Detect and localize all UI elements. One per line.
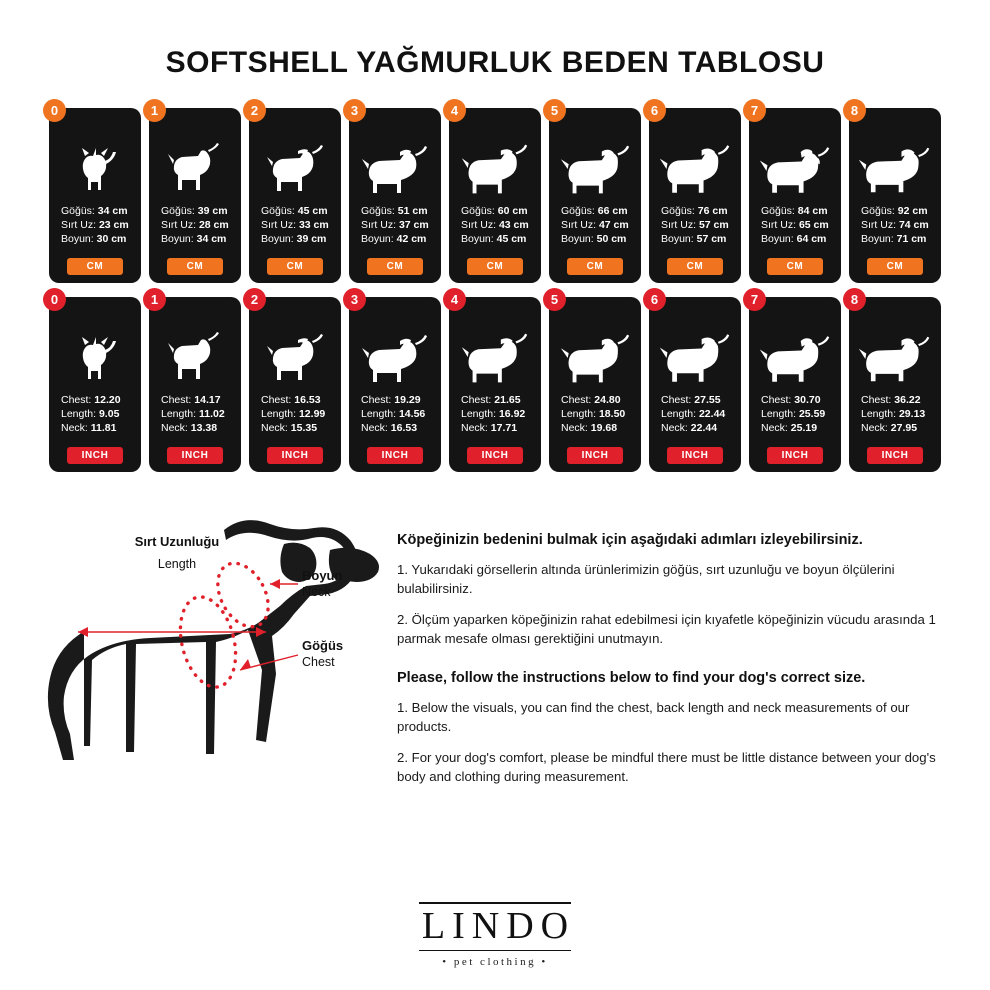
chest-label: Göğüs: (261, 205, 295, 217)
neck-label: Neck: (361, 422, 388, 434)
dog-silhouette-icon (157, 309, 233, 387)
unit-pill-cm: CM (467, 258, 523, 275)
length-label: Sırt Uz: (161, 219, 197, 231)
chest-label: Chest: (761, 394, 792, 406)
measurement-guide-section (0, 510, 990, 810)
chest-label: Chest: (461, 394, 492, 406)
size-card-cm-3[interactable] (349, 103, 441, 283)
size-card-inch-6[interactable] (649, 292, 741, 472)
chest-label: Göğüs: (361, 205, 395, 217)
neck-label: Boyun: (661, 233, 694, 245)
cm-size-row (0, 103, 990, 283)
chest-value: 27.55 (694, 394, 721, 406)
length-label: Length: (261, 408, 297, 420)
neck-value: 39 cm (296, 233, 327, 245)
unit-pill-inch: INCH (767, 447, 823, 464)
length-label: Length: (461, 408, 497, 420)
instructions-heading-en: Please, follow the instructions below to find your dog's correct size. (397, 670, 866, 686)
length-label-en (92, 556, 262, 572)
chest-label: Chest: (661, 394, 692, 406)
size-card-cm-7[interactable] (749, 103, 841, 283)
length-value: 57 cm (698, 219, 729, 231)
dog-silhouette-icon (857, 309, 933, 387)
neck-value: 64 cm (796, 233, 827, 245)
length-value: 23 cm (98, 219, 129, 231)
dog-silhouette-icon (457, 309, 533, 387)
size-card-inch-7[interactable] (749, 292, 841, 472)
length-label: Length: (361, 408, 397, 420)
chest-label: Chest: (161, 394, 192, 406)
chest-value: 39 cm (197, 205, 228, 217)
size-badge: 1 (143, 288, 166, 311)
instructions-heading-tr: Köpeğinizin bedenini bulmak için aşağıdaki adımları izleyebilirsiniz. (397, 532, 863, 548)
size-specs (457, 204, 533, 246)
unit-pill-cm: CM (767, 258, 823, 275)
size-badge: 2 (243, 99, 266, 122)
length-value: 14.56 (398, 408, 426, 420)
size-card-cm-8[interactable] (849, 103, 941, 283)
neck-label: Boyun: (761, 233, 794, 245)
instructions-tr-step-2: 2. Ölçüm yaparken köpeğinizin rahat edebilmesi için kıyafetle köpeğinizin vücudu arasında 1 parmak mesafe olması gerektiğini unutmayın. (397, 612, 936, 646)
dog-silhouette-icon (857, 120, 933, 198)
chest-value: 14.17 (194, 394, 221, 406)
chest-label: Chest: (861, 394, 892, 406)
neck-value: 45 cm (496, 233, 527, 245)
unit-pill-inch: INCH (267, 447, 323, 464)
size-specs (157, 204, 233, 246)
size-card-cm-4[interactable] (449, 103, 541, 283)
size-badge: 3 (343, 99, 366, 122)
size-specs (757, 204, 833, 246)
size-card-cm-1[interactable] (149, 103, 241, 283)
unit-pill-cm: CM (167, 258, 223, 275)
size-badge: 0 (43, 288, 66, 311)
chest-value: 92 cm (897, 205, 928, 217)
size-specs (657, 393, 733, 435)
logo-tagline: • pet clothing • (442, 956, 548, 968)
length-value: 47 cm (598, 219, 629, 231)
dog-silhouette-icon (657, 120, 733, 198)
chest-value: 24.80 (594, 394, 621, 406)
length-value: 29.13 (898, 408, 926, 420)
neck-value: 30 cm (96, 233, 127, 245)
neck-label: Neck: (861, 422, 888, 434)
size-specs (157, 393, 233, 435)
size-specs (857, 393, 933, 435)
size-specs (357, 204, 433, 246)
size-badge: 1 (143, 99, 166, 122)
unit-pill-inch: INCH (567, 447, 623, 464)
instructions-en-step-2: 2. For your dog's comfort, please be mindful there must be little distance between your dog's body and clothing during measurement. (397, 750, 936, 784)
length-label: Sırt Uz: (561, 219, 597, 231)
chest-value: 60 cm (497, 205, 528, 217)
unit-pill-cm: CM (67, 258, 123, 275)
chest-label-en-text: Chest (302, 655, 335, 669)
length-label-tr (92, 534, 262, 550)
size-badge: 2 (243, 288, 266, 311)
length-value: 65 cm (798, 219, 829, 231)
size-badge: 0 (43, 99, 66, 122)
chest-value: 51 cm (397, 205, 428, 217)
neck-label: Boyun: (561, 233, 594, 245)
size-specs (657, 204, 733, 246)
neck-value: 25.19 (790, 422, 818, 434)
size-card-cm-2[interactable] (249, 103, 341, 283)
dog-silhouette-icon (657, 309, 733, 387)
unit-pill-cm: CM (667, 258, 723, 275)
brand-logo (0, 902, 990, 969)
neck-value: 42 cm (396, 233, 427, 245)
chest-label-tr-text: Göğüs (302, 638, 344, 653)
size-specs (857, 204, 933, 246)
size-card-inch-0[interactable] (49, 292, 141, 472)
neck-value: 50 cm (596, 233, 627, 245)
size-card-inch-8[interactable] (849, 292, 941, 472)
dog-silhouette-icon (257, 120, 333, 198)
size-card-cm-6[interactable] (649, 103, 741, 283)
neck-label: Neck: (761, 422, 788, 434)
unit-pill-inch: INCH (867, 447, 923, 464)
size-specs (257, 204, 333, 246)
length-label: Sırt Uz: (461, 219, 497, 231)
instructions-en-step-1: 1. Below the visuals, you can find the chest, back length and neck measurements of our products. (397, 700, 910, 734)
neck-label: Boyun: (461, 233, 494, 245)
size-specs (457, 393, 533, 435)
length-value: 25.59 (798, 408, 826, 420)
chest-value: 19.29 (394, 394, 421, 406)
chest-label: Göğüs: (461, 205, 495, 217)
length-value: 16.92 (498, 408, 526, 420)
neck-label: Neck: (61, 422, 88, 434)
size-badge: 6 (643, 99, 666, 122)
chest-value: 34 cm (97, 205, 128, 217)
length-label: Sırt Uz: (761, 219, 797, 231)
size-specs (57, 393, 133, 435)
instructions-panel (385, 510, 960, 810)
unit-pill-cm: CM (867, 258, 923, 275)
neck-label: Boyun: (361, 233, 394, 245)
neck-value: 71 cm (896, 233, 927, 245)
neck-value: 57 cm (696, 233, 727, 245)
length-label-tr-text: Sırt Uzunluğu (134, 534, 220, 549)
chest-value: 36.22 (894, 394, 921, 406)
neck-value: 17.71 (490, 422, 518, 434)
size-specs (557, 393, 633, 435)
dog-silhouette-icon (557, 120, 633, 198)
length-label: Sırt Uz: (61, 219, 97, 231)
length-label: Length: (861, 408, 897, 420)
page-title: SOFTSHELL YAĞMURLUK BEDEN TABLOSU (165, 46, 825, 79)
unit-pill-inch: INCH (467, 447, 523, 464)
length-value: 33 cm (298, 219, 329, 231)
length-label-en-text: Length (157, 557, 197, 571)
chest-label: Göğüs: (761, 205, 795, 217)
dog-silhouette-icon (257, 309, 333, 387)
dog-silhouette-icon (757, 309, 833, 387)
size-specs (557, 204, 633, 246)
neck-label: Neck: (461, 422, 488, 434)
dog-silhouette-icon (357, 309, 433, 387)
neck-label: Neck: (161, 422, 188, 434)
dog-silhouette-icon (457, 120, 533, 198)
dog-silhouette-icon (357, 120, 433, 198)
chest-value: 66 cm (597, 205, 628, 217)
neck-label: Neck: (561, 422, 588, 434)
chest-value: 21.65 (494, 394, 521, 406)
size-badge: 4 (443, 99, 466, 122)
chest-label: Göğüs: (861, 205, 895, 217)
size-badge: 6 (643, 288, 666, 311)
chest-label: Göğüs: (161, 205, 195, 217)
size-badge: 3 (343, 288, 366, 311)
chest-label: Göğüs: (561, 205, 595, 217)
neck-label-en-text: Neck (302, 585, 331, 599)
chest-value: 76 cm (697, 205, 728, 217)
length-value: 11.02 (198, 408, 225, 420)
chest-value: 30.70 (794, 394, 821, 406)
neck-label: Boyun: (861, 233, 894, 245)
length-label: Length: (661, 408, 697, 420)
size-card-inch-1[interactable] (149, 292, 241, 472)
chest-label: Göğüs: (661, 205, 695, 217)
length-value: 12.99 (298, 408, 326, 420)
chest-label: Chest: (261, 394, 292, 406)
size-specs (357, 393, 433, 435)
neck-callout (302, 568, 342, 600)
size-card-cm-0[interactable] (49, 103, 141, 283)
neck-label: Neck: (661, 422, 688, 434)
chest-value: 16.53 (294, 394, 321, 406)
dog-silhouette-icon (157, 120, 233, 198)
length-value: 28 cm (198, 219, 229, 231)
length-label: Sırt Uz: (661, 219, 697, 231)
chest-label: Chest: (61, 394, 92, 406)
chest-value: 84 cm (797, 205, 828, 217)
size-specs (757, 393, 833, 435)
inch-size-row (0, 292, 990, 472)
length-label: Length: (61, 408, 97, 420)
neck-value: 13.38 (190, 422, 218, 434)
chest-value: 45 cm (297, 205, 328, 217)
dog-silhouette-icon (57, 120, 133, 198)
neck-value: 19.68 (590, 422, 618, 434)
size-card-inch-2[interactable] (249, 292, 341, 472)
dog-silhouette-icon (57, 309, 133, 387)
neck-value: 15.35 (290, 422, 318, 434)
size-card-inch-4[interactable] (449, 292, 541, 472)
dog-silhouette-icon (757, 120, 833, 198)
length-value: 74 cm (898, 219, 929, 231)
neck-value: 34 cm (196, 233, 227, 245)
dog-silhouette-icon (557, 309, 633, 387)
length-value: 37 cm (398, 219, 429, 231)
unit-pill-inch: INCH (167, 447, 223, 464)
neck-value: 11.81 (90, 422, 117, 434)
size-badge: 8 (843, 99, 866, 122)
length-label: Length: (561, 408, 597, 420)
neck-label: Boyun: (261, 233, 294, 245)
neck-label-tr-text: Boyun (302, 568, 343, 583)
instructions-tr-step-1: 1. Yukarıdaki görsellerin altında ürünlerimizin göğüs, sırt uzunluğu ve boyun ölçülerini bulabilirsiniz. (397, 562, 895, 596)
unit-pill-inch: INCH (667, 447, 723, 464)
size-card-cm-5[interactable] (549, 103, 641, 283)
length-label: Sırt Uz: (861, 219, 897, 231)
unit-pill-cm: CM (367, 258, 423, 275)
unit-pill-inch: INCH (67, 447, 123, 464)
length-value: 9.05 (98, 408, 120, 420)
chest-label: Chest: (561, 394, 592, 406)
chest-value: 12.20 (94, 394, 121, 406)
measurement-diagram (30, 510, 385, 810)
unit-pill-inch: INCH (367, 447, 423, 464)
neck-label: Boyun: (61, 233, 94, 245)
size-badge: 7 (743, 99, 766, 122)
size-specs (57, 204, 133, 246)
size-specs (257, 393, 333, 435)
neck-value: 27.95 (890, 422, 918, 434)
neck-value: 22.44 (690, 422, 718, 434)
unit-pill-cm: CM (267, 258, 323, 275)
size-badge: 7 (743, 288, 766, 311)
size-badge: 5 (543, 99, 566, 122)
unit-pill-cm: CM (567, 258, 623, 275)
logo-name: LINDO (421, 904, 576, 947)
neck-label: Boyun: (161, 233, 194, 245)
size-badge: 8 (843, 288, 866, 311)
neck-value: 16.53 (390, 422, 418, 434)
length-label: Sırt Uz: (261, 219, 297, 231)
size-badge: 5 (543, 288, 566, 311)
length-label: Length: (161, 408, 197, 420)
logo-bottom-rule (419, 950, 571, 952)
size-badge: 4 (443, 288, 466, 311)
size-card-inch-5[interactable] (549, 292, 641, 472)
chest-label: Chest: (361, 394, 392, 406)
length-label: Length: (761, 408, 797, 420)
chest-label: Göğüs: (61, 205, 95, 217)
length-value: 22.44 (698, 408, 726, 420)
neck-label: Neck: (261, 422, 288, 434)
length-label: Sırt Uz: (361, 219, 397, 231)
size-card-inch-3[interactable] (349, 292, 441, 472)
length-value: 18.50 (598, 408, 626, 420)
length-value: 43 cm (498, 219, 529, 231)
chest-callout (302, 638, 343, 670)
